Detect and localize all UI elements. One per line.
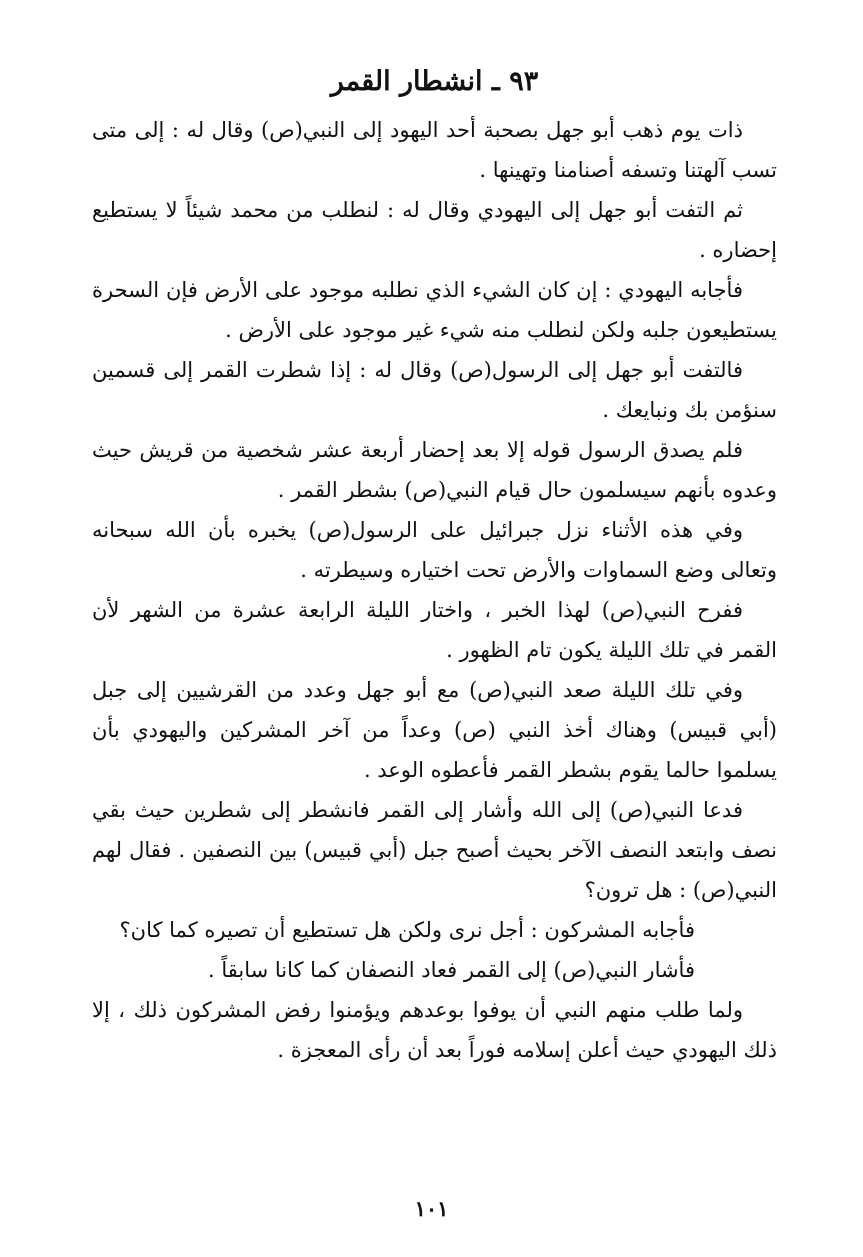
paragraph-8: وفي تلك الليلة صعد النبي(ص) مع أبو جهل وعدد من القرشيين إلى جبل (أبي قبيس) وهناك أخذ النبي (ص) وعداً من آخر المشركين واليهودي بأن يسلموا حالما يقوم بشطر القمر فأعطوه الوعد . (92, 678, 777, 782)
paragraph-1: ذات يوم ذهب أبو جهل بصحبة أحد اليهود إلى النبي(ص) وقال له : إلى متى تسب آلهتنا وتسفه أصنامنا وتهينها . (92, 118, 777, 182)
paragraph-5: فلم يصدق الرسول قوله إلا بعد إحضار أربعة عشر شخصية من قريش حيث وعدوه بأنهم سيسلمون حال قيام النبي(ص) بشطر القمر . (92, 438, 777, 502)
page-title: ٩٣ ـ انشطار القمر (330, 66, 539, 97)
paragraph-4: فالتفت أبو جهل إلى الرسول(ص) وقال له : إذا شطرت القمر إلى قسمين سنؤمن بك ونبايعك . (92, 358, 777, 422)
paragraph-11: فأشار النبي(ص) إلى القمر فعاد النصفان كما كانا سابقاً . (207, 958, 695, 982)
paragraph-6: وفي هذه الأثناء نزل جبرائيل على الرسول(ص) يخبره بأن الله سبحانه وتعالى وضع السماوات والأرض تحت اختياره وسيطرته . (92, 518, 777, 582)
paragraph-9: فدعا النبي(ص) إلى الله وأشار إلى القمر فانشطر إلى شطرين حيث بقي نصف وابتعد النصف الآخر بحيث أصبح جبل (أبي قبيس) بين النصفين . فقال لهم النبي(ص) : هل ترون؟ (92, 798, 777, 902)
paragraph-3: فأجابه اليهودي : إن كان الشيء الذي نطلبه موجود على الأرض فإن السحرة يستطيعون جلبه ولكن لنطلب منه شيء غير موجود على الأرض . (92, 278, 777, 342)
paragraph-12: ولما طلب منهم النبي أن يوفوا بوعدهم ويؤمنوا رفض المشركون ذلك ، إلا ذلك اليهودي حيث أعلن إسلامه فوراً بعد أن رأى المعجزة . (92, 998, 777, 1062)
paragraph-10: فأجابه المشركون : أجل نرى ولكن هل تستطيع أن تصيره كما كان؟ (119, 918, 695, 942)
page-body (92, 62, 777, 1070)
paragraph-7: ففرح النبي(ص) لهذا الخبر ، واختار الليلة الرابعة عشرة من الشهر لأن القمر في تلك الليلة يكون تام الظهور . (92, 598, 777, 662)
page-number: ١٠١ (414, 1196, 449, 1221)
paragraph-2: ثم التفت أبو جهل إلى اليهودي وقال له : لنطلب من محمد شيئاً لا يستطيع إحضاره . (92, 198, 777, 262)
